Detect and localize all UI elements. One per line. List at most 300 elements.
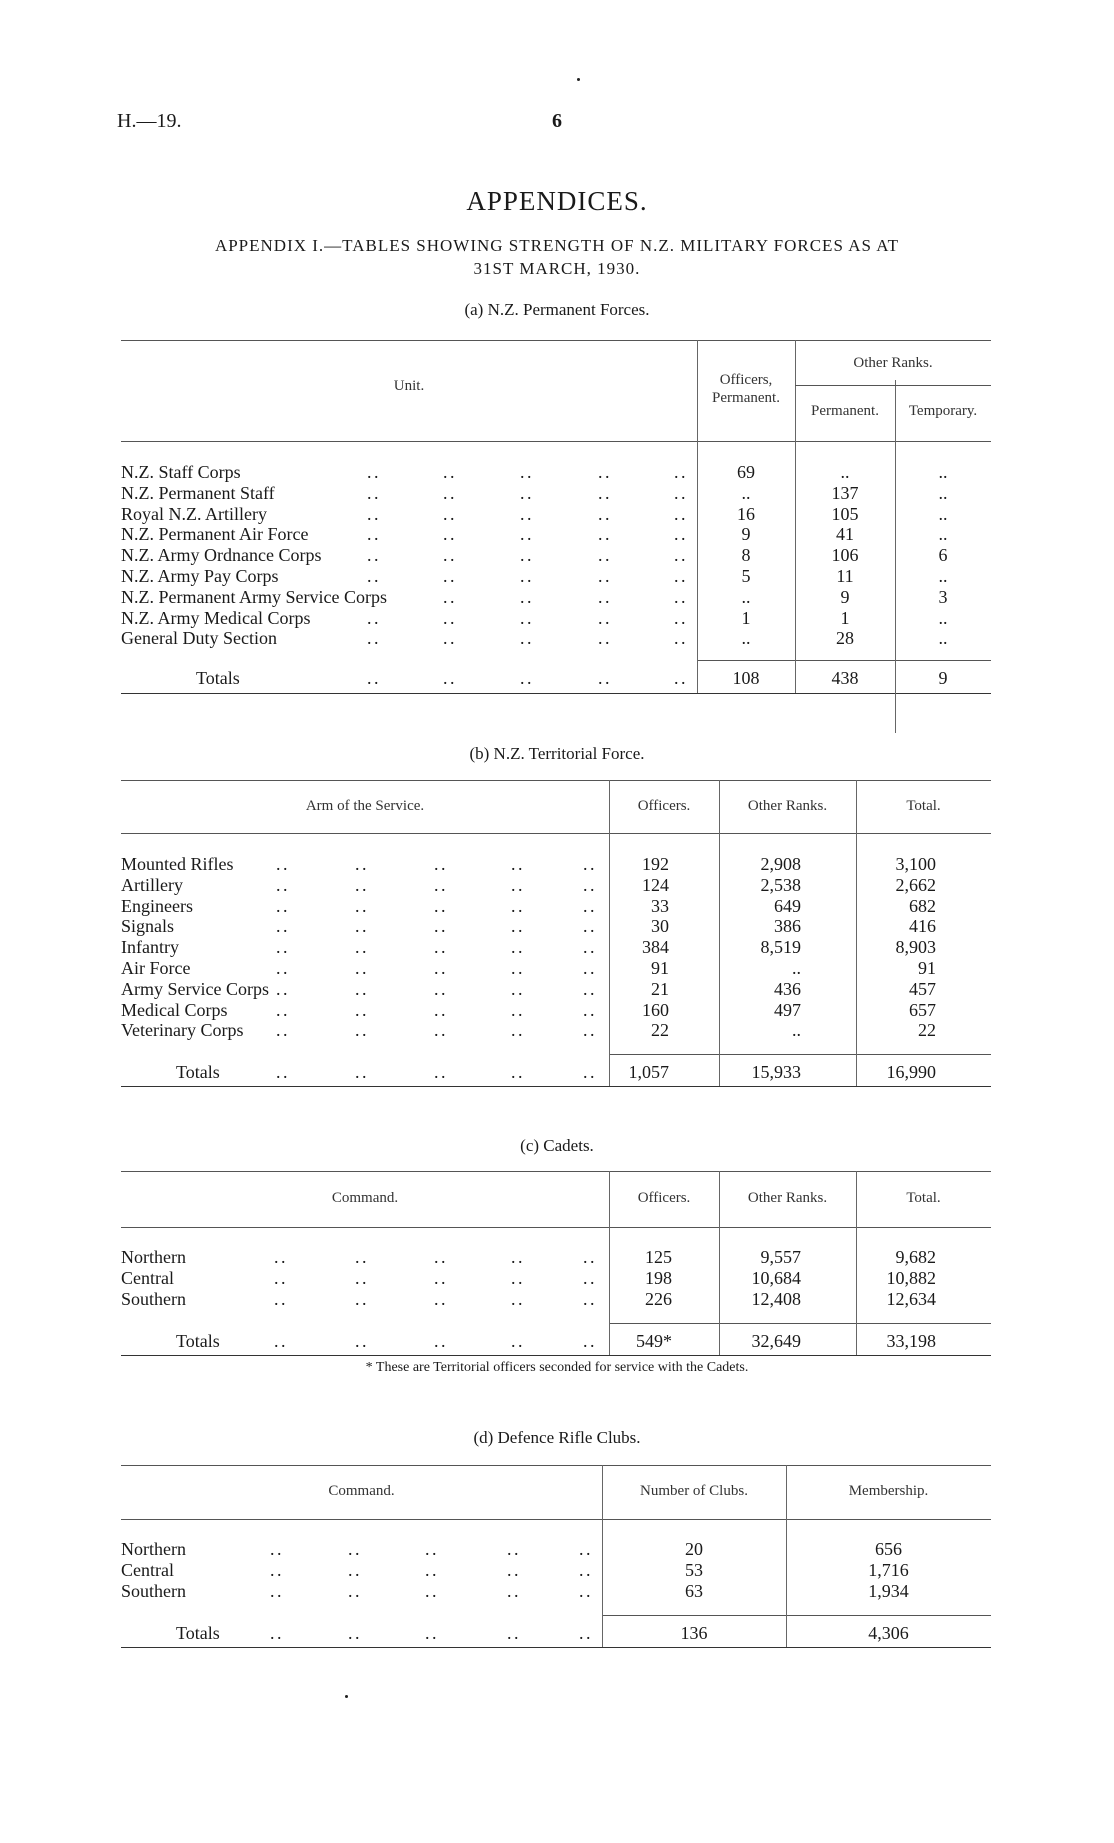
cell-value: 1	[840, 607, 850, 628]
cell-value: 16,990	[886, 1062, 936, 1082]
dot-leader	[443, 504, 454, 524]
table-row	[121, 1268, 991, 1289]
dot-leader	[355, 875, 366, 895]
table-row	[121, 587, 991, 608]
dot-leader	[434, 1062, 445, 1082]
dot-leader	[520, 608, 531, 628]
table-bottom-rule	[121, 1086, 991, 1087]
row-label: N.Z. Army Pay Corps	[121, 566, 283, 586]
row-label: N.Z. Army Ordnance Corps	[121, 545, 325, 565]
table-row	[121, 979, 991, 1000]
cell-value: 21	[651, 978, 669, 999]
cell-value: 125	[645, 1247, 672, 1267]
row-label: Artillery	[121, 875, 187, 895]
cell-value: 9	[938, 668, 948, 688]
dot-leader	[443, 668, 454, 688]
dot-leader	[520, 668, 531, 688]
dot-leader	[355, 854, 366, 874]
dot-leader	[598, 462, 609, 482]
column-header-officers: Officers, Permanent.	[712, 371, 780, 406]
dot-leader	[274, 1268, 285, 1288]
cell-value: 682	[909, 895, 936, 916]
table-row	[121, 608, 991, 629]
cell-value: 137	[831, 482, 859, 503]
dot-leader	[355, 1020, 366, 1040]
table-top-rule	[121, 780, 991, 781]
row-label: N.Z. Permanent Army Service Corps	[121, 587, 391, 607]
dot-leader	[583, 979, 594, 999]
cell-value: 106	[831, 545, 859, 566]
dot-leader	[598, 587, 609, 607]
cell-value: 20	[685, 1539, 703, 1559]
cell-value: 33,198	[886, 1331, 936, 1351]
cell-value: 497	[774, 999, 801, 1020]
totals-row	[121, 1623, 991, 1644]
table-row	[121, 875, 991, 896]
dot-leader	[674, 628, 685, 648]
cell-value: 436	[774, 978, 801, 999]
cell-value: 33	[651, 895, 669, 916]
dot-leader	[276, 979, 287, 999]
cell-value: 2,538	[760, 874, 801, 895]
dot-leader	[276, 854, 287, 874]
row-label: Southern	[121, 1581, 190, 1601]
dot-leader	[367, 566, 378, 586]
cell-value: 457	[909, 978, 936, 999]
dot-leader	[674, 483, 685, 503]
cell-value: 105	[831, 503, 859, 524]
row-label: Air Force	[121, 958, 194, 978]
cell-value: ..	[938, 503, 948, 524]
dot-leader	[425, 1581, 436, 1601]
row-label: General Duty Section	[121, 628, 281, 648]
dot-leader	[348, 1623, 359, 1643]
appendix-heading: APPENDIX I.—TABLES SHOWING STRENGTH OF N.Z. MILITARY FORCES AS AT	[214, 236, 900, 255]
header-rule	[121, 1227, 991, 1228]
dot-leader	[507, 1623, 518, 1643]
cell-value: 10,684	[751, 1267, 801, 1288]
row-label: Central	[121, 1560, 178, 1580]
dot-leader	[434, 854, 445, 874]
cell-value: ..	[938, 524, 948, 545]
dot-leader	[598, 504, 609, 524]
row-label: Northern	[121, 1247, 190, 1267]
cell-value: ..	[741, 482, 751, 503]
column-header-unit: Unit.	[393, 377, 425, 394]
cell-value: 53	[685, 1559, 703, 1580]
page-number: 6	[552, 110, 562, 132]
cell-value: 91	[918, 958, 936, 978]
dot-leader	[276, 1020, 287, 1040]
table-row	[121, 628, 991, 649]
dot-leader	[520, 587, 531, 607]
table-row	[121, 1000, 991, 1021]
page-title: APPENDICES.	[466, 186, 648, 216]
row-label: N.Z. Staff Corps	[121, 462, 245, 482]
dot-leader	[443, 462, 454, 482]
cell-value: 15,933	[751, 1062, 801, 1082]
table-row	[121, 524, 991, 545]
dot-leader	[507, 1581, 518, 1601]
table-permanent-forces	[121, 340, 991, 693]
dot-leader	[355, 958, 366, 978]
totals-rule	[697, 660, 991, 661]
table-top-rule	[121, 340, 991, 341]
dot-leader	[579, 1560, 590, 1580]
cell-value: ..	[741, 586, 751, 607]
table-row	[121, 1581, 991, 1602]
dot-leader	[348, 1560, 359, 1580]
cell-value: ..	[840, 462, 850, 482]
table-top-rule	[121, 1465, 991, 1466]
dot-leader	[443, 587, 454, 607]
dot-leader	[276, 916, 287, 936]
dot-leader	[355, 1289, 366, 1309]
dot-leader	[583, 1331, 594, 1351]
dot-leader	[511, 937, 522, 957]
dot-leader	[434, 1247, 445, 1267]
dot-leader	[434, 958, 445, 978]
cell-value: 2,908	[760, 854, 801, 874]
table-bottom-rule	[121, 693, 991, 694]
appendix-heading-date: 31ST MARCH, 1930.	[473, 259, 641, 278]
dot-leader	[276, 937, 287, 957]
dot-leader	[511, 958, 522, 978]
column-header-temporary: Temporary.	[908, 403, 978, 419]
cell-value: 12,408	[751, 1288, 801, 1309]
dot-leader	[579, 1539, 590, 1559]
dot-leader	[511, 1000, 522, 1020]
cell-value: ..	[938, 628, 948, 649]
column-header: Total.	[906, 797, 941, 814]
dot-leader	[674, 545, 685, 565]
dot-leader	[674, 566, 685, 586]
dot-leader	[511, 1331, 522, 1351]
print-speck	[345, 1695, 348, 1698]
dot-leader	[367, 462, 378, 482]
dot-leader	[507, 1560, 518, 1580]
totals-row	[121, 1062, 991, 1083]
dot-leader	[348, 1539, 359, 1559]
header-rule	[121, 441, 991, 442]
cell-value: 656	[875, 1539, 902, 1559]
dot-leader	[434, 1000, 445, 1020]
dot-leader	[355, 1247, 366, 1267]
dot-leader	[520, 628, 531, 648]
table-row	[121, 854, 991, 875]
totals-label: Totals	[196, 668, 244, 688]
table-row	[121, 1247, 991, 1268]
column-header-other-ranks: Other Ranks.	[853, 355, 933, 371]
row-label: Northern	[121, 1539, 190, 1559]
dot-leader	[583, 875, 594, 895]
dot-leader	[443, 566, 454, 586]
table-bottom-rule	[121, 1647, 991, 1648]
dot-leader	[520, 524, 531, 544]
dot-leader	[270, 1581, 281, 1601]
dot-leader	[598, 545, 609, 565]
column-header-permanent: Permanent.	[811, 403, 879, 419]
cell-value: ..	[792, 958, 801, 978]
cell-value: 22	[918, 1020, 936, 1041]
cell-value: 124	[642, 874, 669, 895]
cell-value: 386	[774, 916, 801, 937]
dot-leader	[598, 483, 609, 503]
dot-leader	[355, 1062, 366, 1082]
dot-leader	[355, 1000, 366, 1020]
cell-value: 9	[840, 586, 850, 607]
column-header: Membership.	[848, 1483, 929, 1499]
dot-leader	[355, 937, 366, 957]
cell-value: 136	[680, 1623, 708, 1643]
cell-value: ..	[792, 1020, 801, 1041]
dot-leader	[511, 896, 522, 916]
dot-leader	[511, 854, 522, 874]
cell-value: 1	[741, 607, 751, 628]
dot-leader	[579, 1581, 590, 1601]
dot-leader	[583, 916, 594, 936]
dot-leader	[434, 1268, 445, 1288]
cell-value: 69	[737, 462, 755, 482]
cell-value: 438	[831, 668, 859, 688]
dot-leader	[355, 1331, 366, 1351]
row-label: Engineers	[121, 896, 197, 916]
dot-leader	[583, 854, 594, 874]
dot-leader	[583, 1000, 594, 1020]
cell-value: ..	[938, 482, 948, 503]
dot-leader	[598, 628, 609, 648]
dot-leader	[443, 628, 454, 648]
table-row	[121, 462, 991, 483]
dot-leader	[511, 1289, 522, 1309]
table-row	[121, 896, 991, 917]
header-rule	[121, 833, 991, 834]
cell-value: 192	[642, 854, 669, 874]
cell-value: 3,100	[895, 854, 936, 874]
dot-leader	[434, 937, 445, 957]
dot-leader	[511, 1247, 522, 1267]
table-row	[121, 483, 991, 504]
table-row	[121, 1289, 991, 1310]
row-label: Central	[121, 1268, 178, 1288]
dot-leader	[274, 1331, 285, 1351]
cell-value: 9,557	[760, 1247, 801, 1267]
dot-leader	[434, 896, 445, 916]
dot-leader	[511, 875, 522, 895]
dot-leader	[434, 1020, 445, 1040]
cell-value: 22	[651, 1020, 669, 1041]
dot-leader	[583, 1247, 594, 1267]
dot-leader	[520, 504, 531, 524]
cell-value: 8,519	[760, 937, 801, 958]
dot-leader	[583, 958, 594, 978]
cell-value: 226	[645, 1288, 672, 1309]
table-cadets	[121, 1171, 991, 1355]
totals-row	[121, 668, 991, 689]
cell-value: 2,662	[895, 874, 936, 895]
dot-leader	[511, 1268, 522, 1288]
dot-leader	[520, 462, 531, 482]
column-header: Command.	[331, 1190, 399, 1206]
cell-value: 12,634	[886, 1288, 936, 1309]
table-title: (d) Defence Rifle Clubs.	[473, 1428, 641, 1447]
cell-value: 198	[645, 1267, 672, 1288]
cell-value: 657	[909, 999, 936, 1020]
dot-leader	[583, 937, 594, 957]
table-row	[121, 1020, 991, 1041]
cell-value: 63	[685, 1580, 703, 1601]
row-label: Veterinary Corps	[121, 1020, 247, 1040]
dot-leader	[434, 875, 445, 895]
cell-value: 3	[938, 586, 948, 607]
table-row	[121, 566, 991, 587]
table-bottom-rule	[121, 1355, 991, 1356]
dot-leader	[520, 566, 531, 586]
dot-leader	[425, 1560, 436, 1580]
dot-leader	[583, 1289, 594, 1309]
column-header: Total.	[906, 1190, 941, 1206]
row-label: Mounted Rifles	[121, 854, 238, 874]
table-row	[121, 937, 991, 958]
totals-rule	[602, 1615, 991, 1616]
row-label: Infantry	[121, 937, 183, 957]
totals-label: Totals	[176, 1062, 224, 1082]
dot-leader	[434, 1289, 445, 1309]
row-label: N.Z. Permanent Staff	[121, 483, 279, 503]
totals-rule	[609, 1323, 991, 1324]
dot-leader	[367, 668, 378, 688]
dot-leader	[674, 587, 685, 607]
header-rule	[121, 1519, 991, 1520]
totals-label: Totals	[176, 1623, 224, 1643]
column-header: Other Ranks.	[747, 797, 828, 814]
cell-value: 9,682	[895, 1247, 936, 1267]
dot-leader	[507, 1539, 518, 1559]
cell-value: 108	[732, 668, 760, 688]
dot-leader	[511, 1020, 522, 1040]
cell-value: 8	[741, 545, 751, 566]
cell-value: 28	[836, 628, 854, 649]
table-row	[121, 1560, 991, 1581]
dot-leader	[443, 483, 454, 503]
cell-value: 416	[909, 916, 936, 937]
dot-leader	[367, 524, 378, 544]
dot-leader	[443, 524, 454, 544]
cell-value: 10,882	[886, 1267, 936, 1288]
dot-leader	[276, 1062, 287, 1082]
dot-leader	[276, 1000, 287, 1020]
table-top-rule	[121, 1171, 991, 1172]
dot-leader	[355, 896, 366, 916]
dot-leader	[425, 1623, 436, 1643]
table-territorial-force	[121, 780, 991, 1086]
dot-leader	[274, 1289, 285, 1309]
cell-value: 16	[737, 503, 755, 524]
column-header: Officers.	[637, 797, 691, 814]
dot-leader	[674, 524, 685, 544]
totals-row	[121, 1331, 991, 1352]
cell-value: 8,903	[895, 937, 936, 958]
cell-value: 549*	[636, 1331, 672, 1351]
dot-leader	[520, 545, 531, 565]
subheader-rule	[795, 385, 991, 386]
dot-leader	[355, 916, 366, 936]
dot-leader	[583, 1062, 594, 1082]
dot-leader	[674, 668, 685, 688]
dot-leader	[579, 1623, 590, 1643]
dot-leader	[511, 979, 522, 999]
row-label: Royal N.Z. Artillery	[121, 504, 271, 524]
cell-value: 1,934	[868, 1580, 909, 1601]
dot-leader	[443, 608, 454, 628]
cell-value: 41	[836, 524, 854, 545]
table-row	[121, 504, 991, 525]
dot-leader	[348, 1581, 359, 1601]
column-header: Officers.	[637, 1190, 691, 1206]
table-title: (a) N.Z. Permanent Forces.	[464, 300, 650, 319]
totals-rule	[609, 1054, 991, 1055]
table-title: (c) Cadets.	[520, 1136, 594, 1155]
dot-leader	[583, 1268, 594, 1288]
row-label: Southern	[121, 1289, 190, 1309]
dot-leader	[434, 979, 445, 999]
dot-leader	[425, 1539, 436, 1559]
dot-leader	[274, 1247, 285, 1267]
dot-leader	[367, 628, 378, 648]
dot-leader	[674, 608, 685, 628]
footnote: * These are Territorial officers seconded for service with the Cadets.	[365, 1360, 749, 1375]
row-label: Medical Corps	[121, 1000, 231, 1020]
cell-value: 649	[774, 895, 801, 916]
column-header: Number of Clubs.	[640, 1483, 748, 1499]
table-defence-rifle-clubs	[121, 1465, 991, 1647]
dot-leader	[270, 1539, 281, 1559]
dot-leader	[355, 1268, 366, 1288]
dot-leader	[276, 875, 287, 895]
dot-leader	[434, 916, 445, 936]
row-label: Army Service Corps	[121, 979, 273, 999]
cell-value: 1,057	[628, 1062, 669, 1082]
dot-leader	[276, 958, 287, 978]
dot-leader	[434, 1331, 445, 1351]
table-row	[121, 916, 991, 937]
cell-value: 91	[651, 958, 669, 978]
row-label: Signals	[121, 916, 178, 936]
dot-leader	[598, 608, 609, 628]
dot-leader	[520, 483, 531, 503]
dot-leader	[443, 545, 454, 565]
dot-leader	[276, 896, 287, 916]
dot-leader	[583, 896, 594, 916]
dot-leader	[674, 504, 685, 524]
cell-value: ..	[938, 462, 948, 482]
dot-leader	[583, 1020, 594, 1040]
table-row	[121, 1539, 991, 1560]
cell-value: ..	[741, 628, 751, 649]
document-reference: H.—19.	[117, 110, 182, 132]
dot-leader	[270, 1560, 281, 1580]
dot-leader	[511, 916, 522, 936]
cell-value: ..	[938, 566, 948, 586]
dot-leader	[598, 566, 609, 586]
row-label: N.Z. Permanent Air Force	[121, 524, 312, 544]
table-row	[121, 958, 991, 979]
table-row	[121, 545, 991, 566]
dot-leader	[367, 504, 378, 524]
column-header: Arm of the Service.	[305, 797, 425, 814]
dot-leader	[367, 608, 378, 628]
dot-leader	[674, 462, 685, 482]
